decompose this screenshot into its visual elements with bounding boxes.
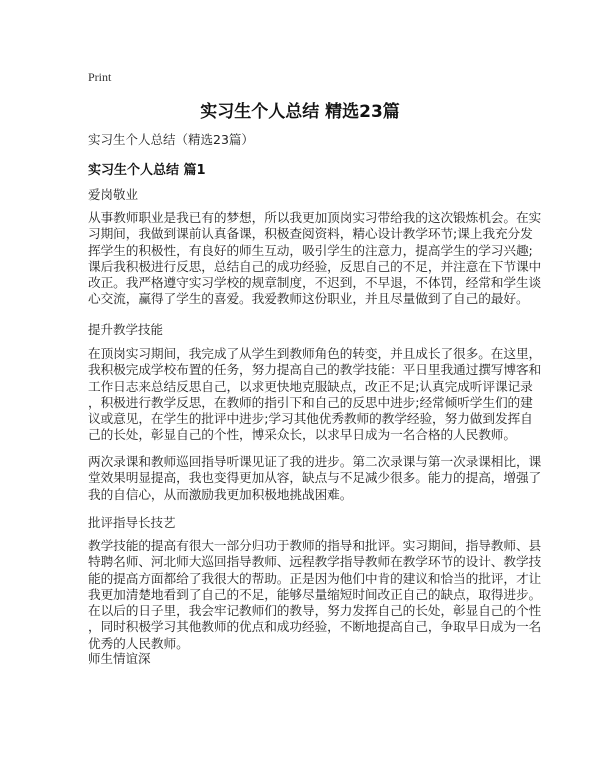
article-heading: 实习生个人总结 篇1 xyxy=(88,163,206,178)
paragraph-line: 堂效果明显提高，我也变得更加从容，缺点与不足减少很多。能力的提高，增强了 xyxy=(88,470,542,486)
paragraph-line: 挥学生的积极性，有良好的师生互动，吸引学生的注意力，提高学生的学习兴趣; xyxy=(88,242,533,258)
section-heading: 师生情谊深 xyxy=(88,651,151,666)
paragraph xyxy=(88,210,541,308)
paragraph-line: 工作日志来总结反思自己，以求更快地克服缺点，改正不足;认真完成听评课记录 xyxy=(88,378,533,394)
paragraph-line: 习期间，我做到课前认真备课，积极查阅资料，精心设计教学环节;课上我充分发 xyxy=(88,226,533,242)
print-label: Print xyxy=(88,70,112,84)
section-heading: 爱岗敬业 xyxy=(88,187,139,202)
paragraph-line: 议或意见，在学生的批评中进步;学习其他优秀教师的教学经验，努力做到发挥自 xyxy=(88,411,533,427)
paragraph-line: 优秀的人民教师。 xyxy=(88,635,189,651)
paragraph-line: 教学技能的提高有很大一部分归功于教师的指导和批评。实习期间，指导教师、县 xyxy=(88,538,542,553)
paragraph-line: ，同时积极学习其他教师的优点和成功经验，不断地提高自己，争取早日成为一名 xyxy=(88,619,542,635)
document-subtitle: 实习生个人总结（精选23篇） xyxy=(88,132,254,147)
paragraph xyxy=(88,454,541,503)
paragraph-line: 在顶岗实习期间，我完成了从学生到教师角色的转变，并且成长了很多。在这里， xyxy=(88,346,542,361)
paragraph-line: 能的提高方面都给了我很大的帮助。正是因为他们中肯的建议和恰当的批评，才让 xyxy=(88,570,542,586)
paragraph-line: 两次录课和教师巡回指导听课见证了我的进步。第二次录课与第一次录课相比，课 xyxy=(88,454,542,469)
paragraph-line: 我积极完成学校布置的任务，努力提高自己的教学技能：平日里我通过撰写博客和 xyxy=(88,362,542,378)
paragraph-line: 改正。我严格遵守实习学校的规章制度，不迟到，不早退，不体罚，经常和学生谈 xyxy=(88,275,542,291)
paragraph-line: ，积极进行教学反思，在教师的指引下和自己的反思中进步;经常倾听学生们的建 xyxy=(88,394,533,410)
paragraph-line: 我的自信心，从而激励我更加积极地挑战困难。 xyxy=(88,486,353,502)
section-heading: 提升教学技能 xyxy=(88,322,164,337)
section-heading: 批评指导长技艺 xyxy=(88,515,176,530)
paragraph-line: 我更加清楚地看到了自己的不足，能够尽量缩短时间改正自己的缺点，取得进步。 xyxy=(88,586,542,602)
paragraph-line: 在以后的日子里，我会牢记教师们的教导，努力发挥自己的长处，彰显自己的个性 xyxy=(88,603,542,619)
paragraph-line: 心交流，赢得了学生的喜爱。我爱教师这份职业，并且尽量做到了自己的最好。 xyxy=(88,291,529,307)
paragraph-line: 己的长处，彰显自己的个性，博采众长，以求早日成为一名合格的人民教师。 xyxy=(88,427,516,443)
paragraph-line: 特聘名师、河北师大巡回指导教师、远程教学指导教师在教学环节的设计、教学技 xyxy=(88,554,542,570)
paragraph xyxy=(88,346,541,444)
paragraph-line: 从事教师职业是我已有的梦想，所以我更加顶岗实习带给我的这次锻炼机会。在实 xyxy=(88,210,542,225)
paragraph xyxy=(88,538,541,652)
document-title: 实习生个人总结 精选23篇 xyxy=(200,102,400,122)
paragraph-line: 课后我积极进行反思，总结自己的成功经验，反思自己的不足，并注意在下节课中 xyxy=(88,258,542,274)
